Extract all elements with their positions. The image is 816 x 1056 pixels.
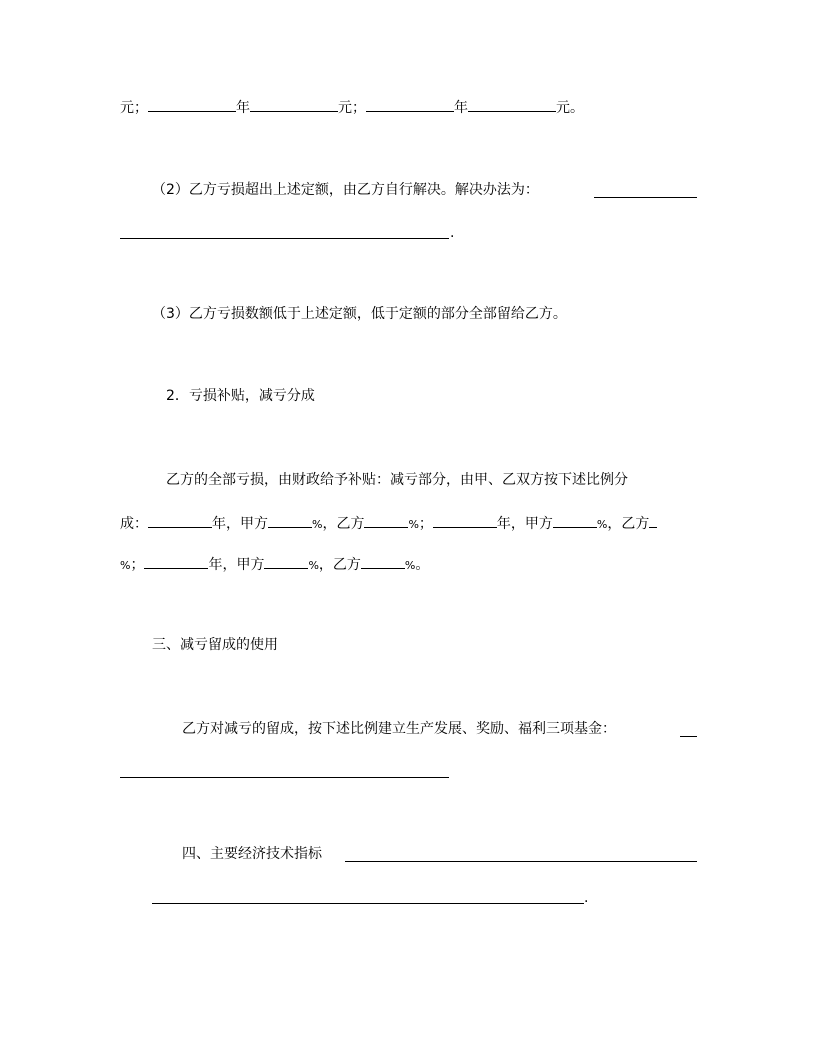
text-yi-1: ，乙方 [322, 516, 365, 532]
text-cheng: 成： [120, 516, 148, 532]
text-pct-2: % [408, 518, 419, 531]
blank-year-2[interactable] [433, 512, 497, 528]
text-yi-2: ，乙方 [607, 516, 650, 532]
blank-solution-1[interactable] [594, 196, 697, 198]
text-yuan-1: 元； [120, 100, 148, 116]
blank-amount-3[interactable] [366, 96, 454, 112]
year-amount-line [120, 96, 584, 116]
text-nian-2: 年 [454, 100, 468, 116]
section-3-heading-text: 三、减亏留成的使用 [152, 637, 278, 653]
blank-year-1[interactable] [148, 512, 212, 528]
clause-2-end [450, 223, 454, 243]
blank-indicators-1[interactable] [345, 860, 697, 862]
section-2-body-text: 乙方的全部亏损，由财政给予补贴：减亏部分，由甲、乙双方按下述比例分 [166, 472, 628, 488]
text-pct-4: % [120, 559, 131, 572]
blank-year-3[interactable] [144, 553, 208, 569]
text-period: 。 [415, 557, 430, 573]
text-yuan-2: 元； [338, 100, 366, 116]
text-year-jia-1: 年，甲方 [212, 516, 268, 532]
text-pct-3: % [596, 518, 608, 531]
section-3-heading [152, 635, 278, 655]
section-2-heading-text: 2．亏损补贴，减亏分成 [166, 388, 315, 404]
text-pct-6: % [404, 559, 416, 572]
clause-3-line [152, 304, 567, 324]
section-4-end [584, 888, 588, 908]
blank-solution-2[interactable] [120, 237, 449, 239]
text-year-jia-3: 年，甲方 [208, 557, 265, 573]
blank-amount-2[interactable] [250, 96, 338, 112]
blank-amount-4[interactable] [468, 96, 556, 112]
section-3-body-text: 乙方对减亏的留成，按下述比例建立生产发展、奖励、福利三项基金： [182, 721, 616, 737]
section-2-ratio-line-2 [120, 553, 429, 573]
section-3-body-line [182, 719, 616, 739]
clause-2-text: （2）乙方亏损超出上述定额，由乙方自行解决。解决办法为： [152, 182, 539, 198]
blank-yi-pct-3[interactable] [361, 553, 405, 569]
section-2-body-line-1 [166, 470, 628, 490]
blank-fund-ratio-2[interactable] [120, 776, 449, 778]
section-2-ratio-line-1 [120, 512, 657, 532]
text-pct-1: % [312, 518, 323, 531]
section-4-heading-text: 四、主要经济技术指标 [182, 846, 322, 862]
blank-jia-pct-1[interactable] [268, 512, 312, 528]
text-yuan-3: 元。 [556, 100, 584, 116]
blank-yi-pct-2-start[interactable] [649, 512, 657, 528]
clause-2-end-dot: . [450, 225, 455, 241]
blank-jia-pct-3[interactable] [264, 553, 308, 569]
section-4-end-dot: . [584, 890, 589, 906]
section-2-heading [166, 386, 315, 406]
blank-fund-ratio-1[interactable] [680, 735, 697, 737]
blank-indicators-2[interactable] [152, 902, 584, 904]
text-yi-3: ，乙方 [318, 557, 361, 573]
text-year-jia-2: 年，甲方 [496, 516, 553, 532]
text-pct-5: % [308, 559, 319, 572]
text-nian-1: 年 [236, 100, 250, 116]
clause-3-text: （3）乙方亏损数额低于上述定额，低于定额的部分全部留给乙方。 [152, 306, 567, 322]
text-semicolon-1: ； [418, 516, 433, 532]
text-semicolon-2: ； [130, 557, 145, 573]
blank-yi-pct-1[interactable] [364, 512, 408, 528]
section-4-heading [182, 844, 322, 864]
clause-2-line [152, 180, 539, 200]
blank-amount-1[interactable] [148, 96, 236, 112]
blank-jia-pct-2[interactable] [553, 512, 597, 528]
